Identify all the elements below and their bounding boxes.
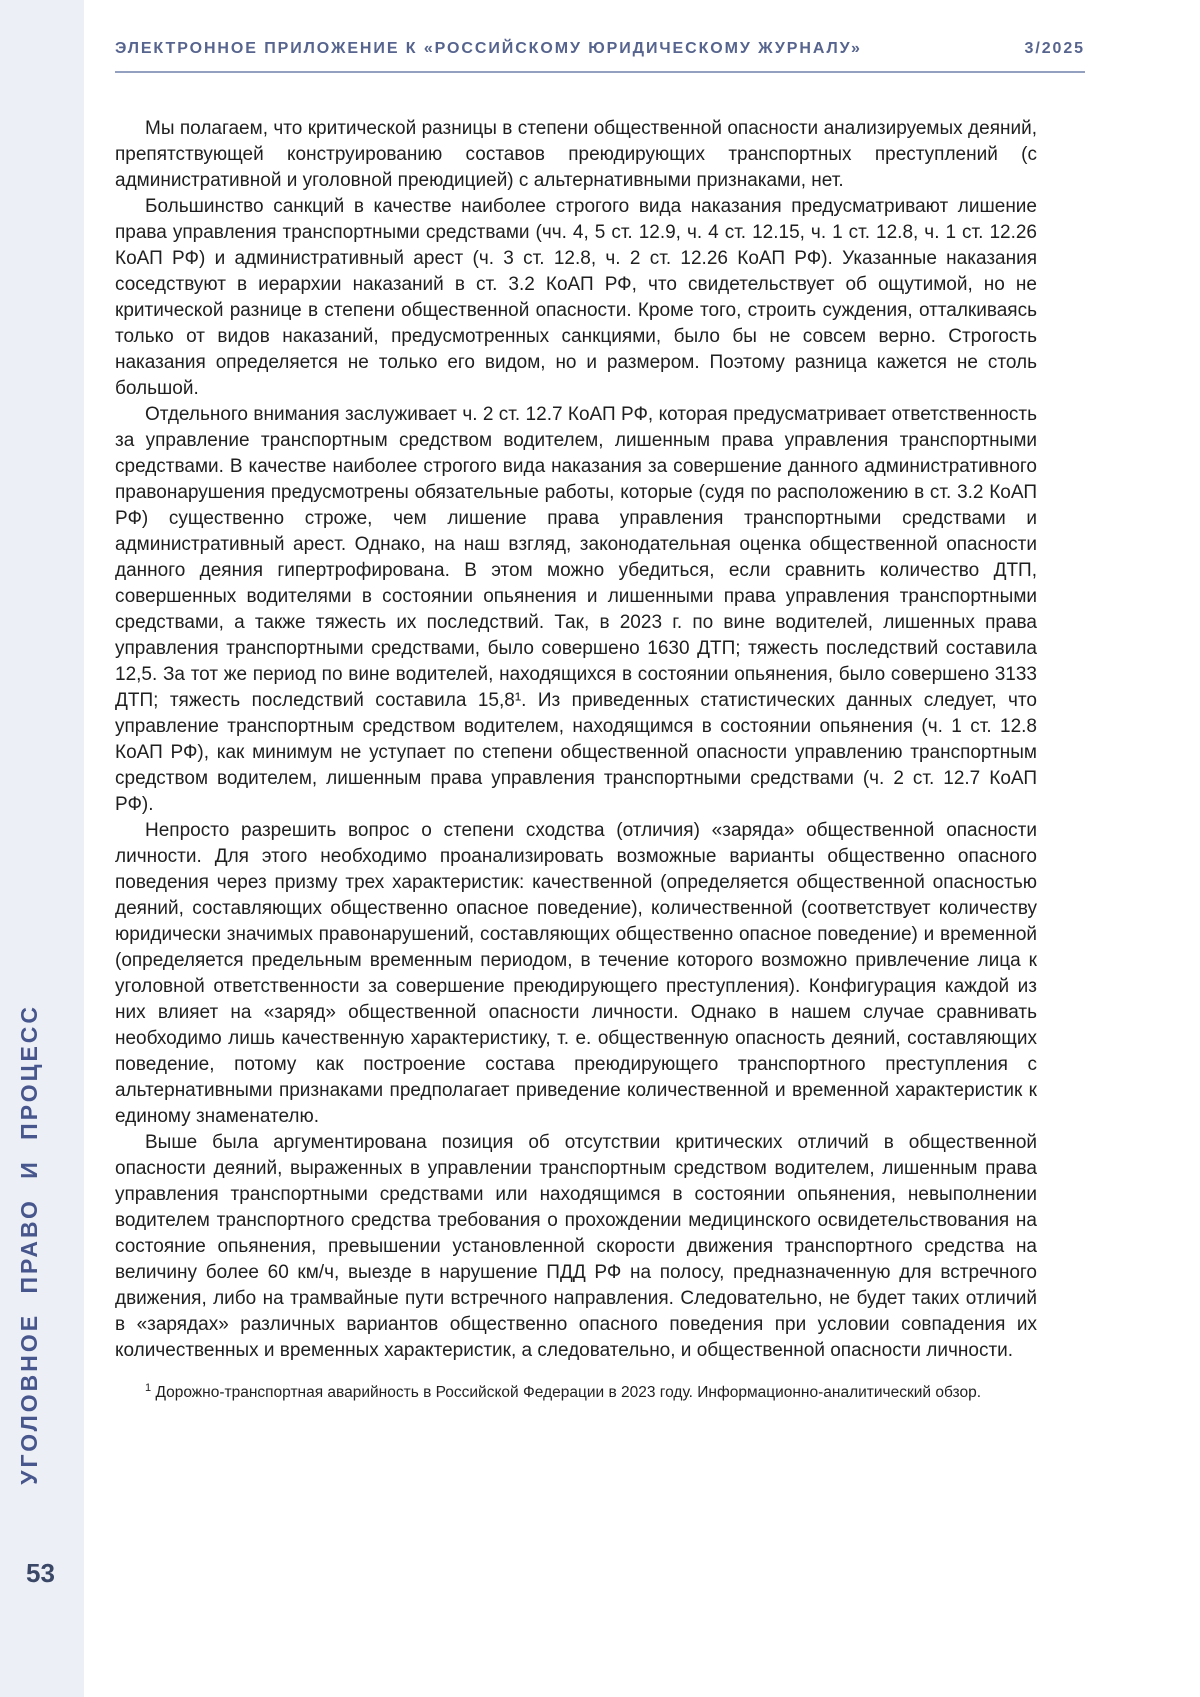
section-label: УГОЛОВНОЕ ПРАВО И ПРОЦЕСС — [16, 1004, 42, 1485]
paragraph: Выше была аргументирована позиция об отсутствии критических отличий в общественной опасности деяний, выраженных в управлении транспортным средством водителем, лишенным права управления транспортными средствами или находящимся в состоянии опьянения, невыполнении водителем транспортного средства требования о прохождении медицинского освидетельствования на состояние опьянения, превышении установленной скорости движения транспортного средства на величину более 60 км/ч, выезде в нарушение ПДД РФ на полосу, предназначенную для встречного движения, либо на трамвайные пути встречного направления. Следовательно, не будет таких отличий в «зарядах» различных вариантов общественно опасного поведения при условии совпадения их количественных и временных характеристик, а следовательно, и общественной опасности личности. — [115, 1132, 1037, 1361]
journal-header — [115, 40, 1085, 73]
paragraph: Непросто разрешить вопрос о степени сходства (отличия) «заряда» общественной опасности личности. Для этого необходимо проанализировать возможные варианты общественно опасного поведения через призму трех характеристик: качественной (определяется общественной опасностью деяний, составляющих общественно опасное поведение), количественной (соответствует количеству юридически значимых правонарушений, составляющих общественно опасное поведение) и временной (определяется предельным временным периодом, в течение которого возможно привлечение лица к уголовной ответственности за совершение преюдирующего преступления). Конфигурация каждой из них влияет на «заряд» общественной опасности личности. Однако в нашем случае сравнивать необходимо лишь качественную характеристику, т. е. общественную опасность деяний, составляющих поведение, потому как построение состава преюдирующего транспортного преступления с альтернативными признаками предполагает приведение количественной и временной характеристик к единому знаменателю. — [115, 820, 1037, 1127]
footnote-text-line — [115, 1378, 1037, 1403]
footnote-text: Дорожно-транспортная аварийность в Российской Федерации в 2023 году. Информационно-аналитический обзор. — [155, 1384, 982, 1402]
issue-number: 3/2025 — [1024, 40, 1085, 57]
paragraph: Отдельного внимания заслуживает ч. 2 ст. 12.7 КоАП РФ, которая предусматривает ответственность за управление транспортным средством водителем, лишенным права управления транспортными средствами. В качестве наиболее строгого вида наказания за совершение данного административного правонарушения предусмотрены обязательные работы, которые (судя по расположению в ст. 3.2 КоАП РФ) существенно строже, чем лишение права управления транспортными средствами и административный арест. Однако, на наш взгляд, законодательная оценка общественной опасности данного деяния гипертрофирована. В этом можно убедиться, если сравнить количество ДТП, совершенных водителями в состоянии опьянения и лишенными права управления транспортными средствами, а также тяжесть их последствий. Так, в 2023 г. по вине водителей, лишенных права управления транспортными средствами, было совершено 1630 ДТП; тяжесть последствий составила 12,5. За тот же период по вине водителей, находящихся в состоянии опьянения, было совершено 3133 ДТП; тяжесть последствий составила 15,8¹. Из приведенных статистических данных следует, что управление транспортным средством водителем, находящимся в состоянии опьянения (ч. 1 ст. 12.8 КоАП РФ), как минимум не уступает по степени общественной опасности управлению транспортным средством водителем, лишенным права управления транспортными средствами (ч. 2 ст. 12.7 КоАП РФ). — [115, 404, 1037, 815]
footnote — [115, 1378, 1037, 1403]
journal-title: ЭЛЕКТРОННОЕ ПРИЛОЖЕНИЕ К «РОССИЙСКОМУ ЮРИДИЧЕСКОМУ ЖУРНАЛУ» — [115, 40, 862, 57]
footnote-marker: 1 — [145, 1382, 152, 1394]
article-body — [115, 116, 1037, 1403]
paragraph: Мы полагаем, что критической разницы в степени общественной опасности анализируемых деяний, препятствующей конструированию составов преюдирующих транспортных преступлений (с административной и уголовной преюдицией) с альтернативными признаками, нет. — [115, 118, 1037, 191]
paragraph: Большинство санкций в качестве наиболее строгого вида наказания предусматривают лишение права управления транспортными средствами (чч. 4, 5 ст. 12.9, ч. 4 ст. 12.15, ч. 1 ст. 12.8, ч. 1 ст. 12.26 КоАП РФ) и административный арест (ч. 3 ст. 12.8, ч. 2 ст. 12.26 КоАП РФ). Указанные наказания соседствуют в иерархии наказаний в ст. 3.2 КоАП РФ, что свидетельствует об ощутимой, но не критической разнице в степени общественной опасности. Кроме того, строить суждения, отталкиваясь только от видов наказаний, предусмотренных санкциями, было бы не совсем верно. Строгость наказания определяется не только его видом, но и размером. Поэтому разница кажется не столь большой. — [115, 196, 1037, 399]
page-number: 53 — [26, 1558, 55, 1588]
